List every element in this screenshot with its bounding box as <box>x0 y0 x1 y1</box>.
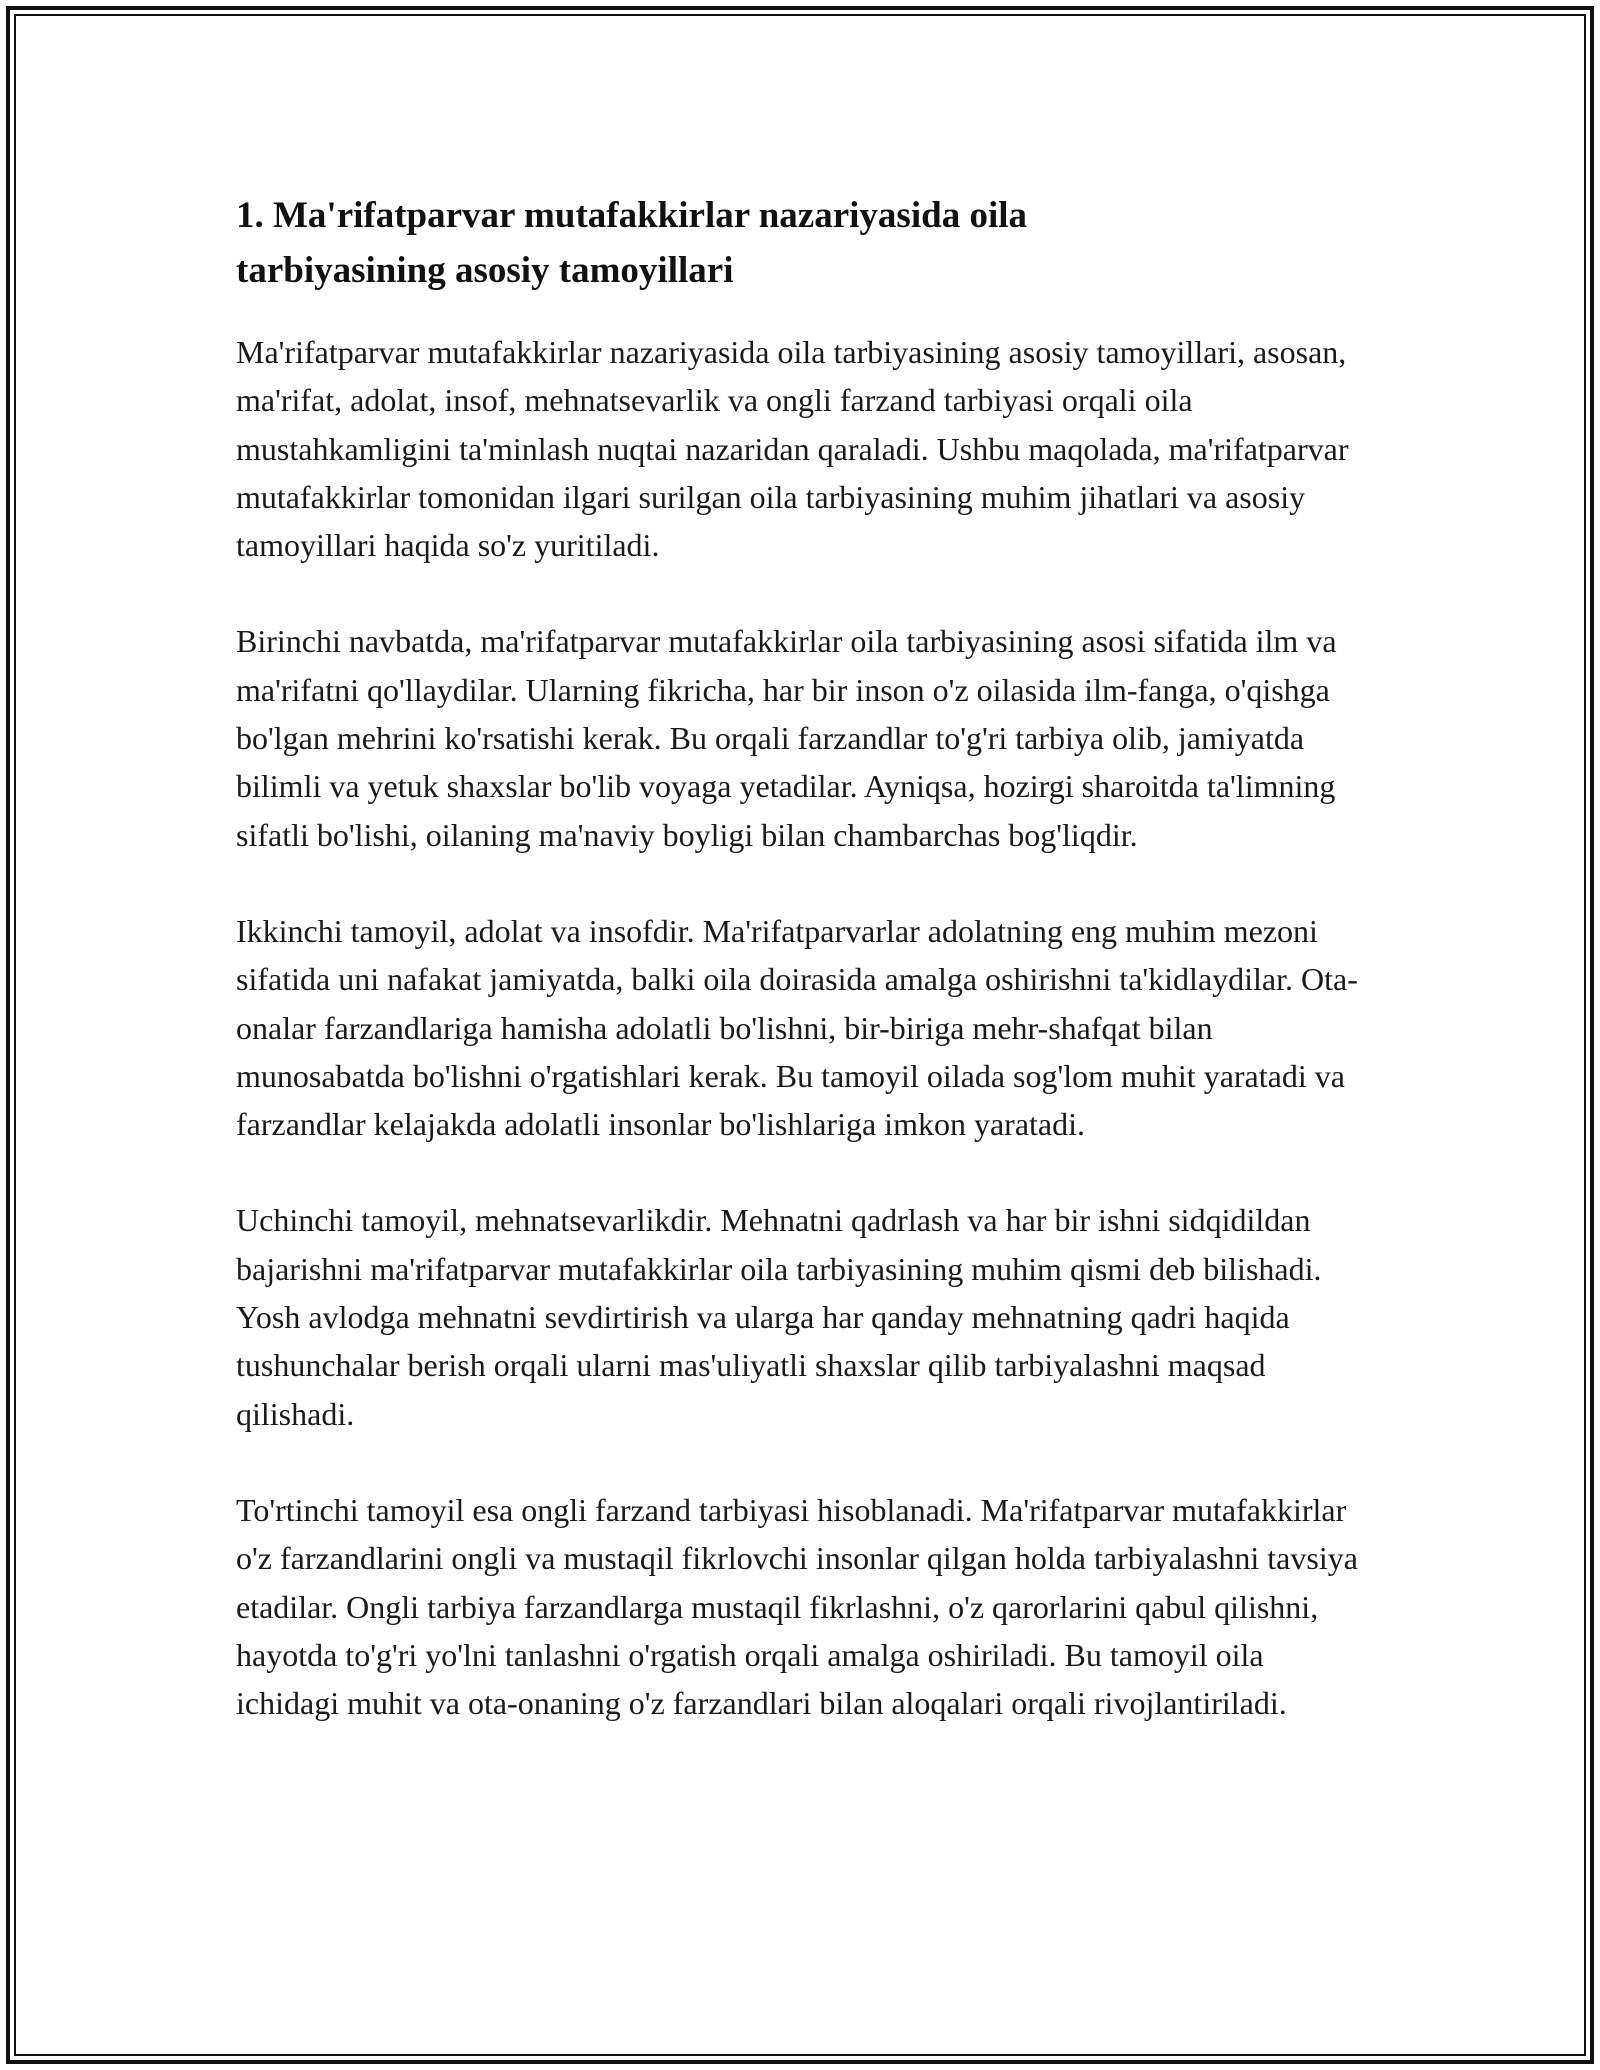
paragraph-intro: Ma'rifatparvar mutafakkirlar nazariyasida oila tarbiyasining asosiy tamoyillari, asosan, ma'rifat, adolat, insof, mehnatsevarlik va ongli farzand tarbiyasi orqali oila mustahkamligini ta'minlash nuqtai nazaridan qaraladi. Ushbu maqolada, ma'rifatparvar mutafakkirlar tomonidan ilgari surilgan oila tarbiyasining muhim jihatlari va asosiy tamoyillari haqida so'z yuritiladi. <box>236 334 1349 564</box>
paragraph-fourth-principle: To'rtinchi tamoyil esa ongli farzand tarbiyasi hisoblanadi. Ma'rifatparvar mutafakkirlar o'z farzandlarini ongli va mustaqil fikrlovchi insonlar qilgan holda tarbiyalashni tavsiya etadilar. Ongli tarbiya farzandlarga mustaqil fikrlashni, o'z qarorlarini qabul qilishni, hayotda to'g'ri yo'lni tanlashni o'rgatish orqali amalga oshiriladi. Bu tamoyil oila ichidagi muhit va ota-onaning o'z farzandlari bilan aloqalari orqali rivojlantiriladi. <box>236 1491 1358 1722</box>
document-body <box>236 188 1366 1775</box>
paragraph-first-principle: Birinchi navbatda, ma'rifatparvar mutafakkirlar oila tarbiyasining asosi sifatida ilm va ma'rifatni qo'llaydilar. Ularning fikricha, har bir inson o'z oilasida ilm-fanga, o'qishga bo'lgan mehrini ko'rsatishi kerak. Bu orqali farzandlar to'g'ri tarbiya olib, jamiyatda bilimli va yetuk shaxslar bo'lib voyaga yetadilar. Ayniqsa, hozirgi sharoitda ta'limning sifatli bo'lishi, oilaning ma'naviy boyligi bilan chambarchas bog'liqdir. <box>236 623 1337 853</box>
section-title: 1. Ma'rifatparvar mutafakkirlar nazariyasida oila tarbiyasining asosiy tamoyillari <box>236 195 1028 291</box>
paragraph-second-principle: Ikkinchi tamoyil, adolat va insofdir. Ma'rifatparvarlar adolatning eng muhim mezoni sifatida uni nafakat jamiyatda, balki oila doirasida amalga oshirishni ta'kidlaydilar. Ota-onalar farzandlariga hamisha adolatli bo'lishni, bir-biriga mehr-shafqat bilan munosabatda bo'lishni o'rgatishlari kerak. Bu tamoyil oilada sog'lom muhit yaratadi va farzandlar kelajakda adolatli insonlar bo'lishlariga imkon yaratadi. <box>236 912 1358 1143</box>
paragraph-third-principle: Uchinchi tamoyil, mehnatsevarlikdir. Mehnatni qadrlash va har bir ishni sidqidildan bajarishni ma'rifatparvar mutafakkirlar oila tarbiyasining muhim qismi deb bilishadi. Yosh avlodga mehnatni sevdirtirish va ularga har qanday mehnatning qadri haqida tushunchalar berish orqali ularni mas'uliyatli shaxslar qilib tarbiyalashni maqsad qilishadi. <box>236 1202 1322 1432</box>
